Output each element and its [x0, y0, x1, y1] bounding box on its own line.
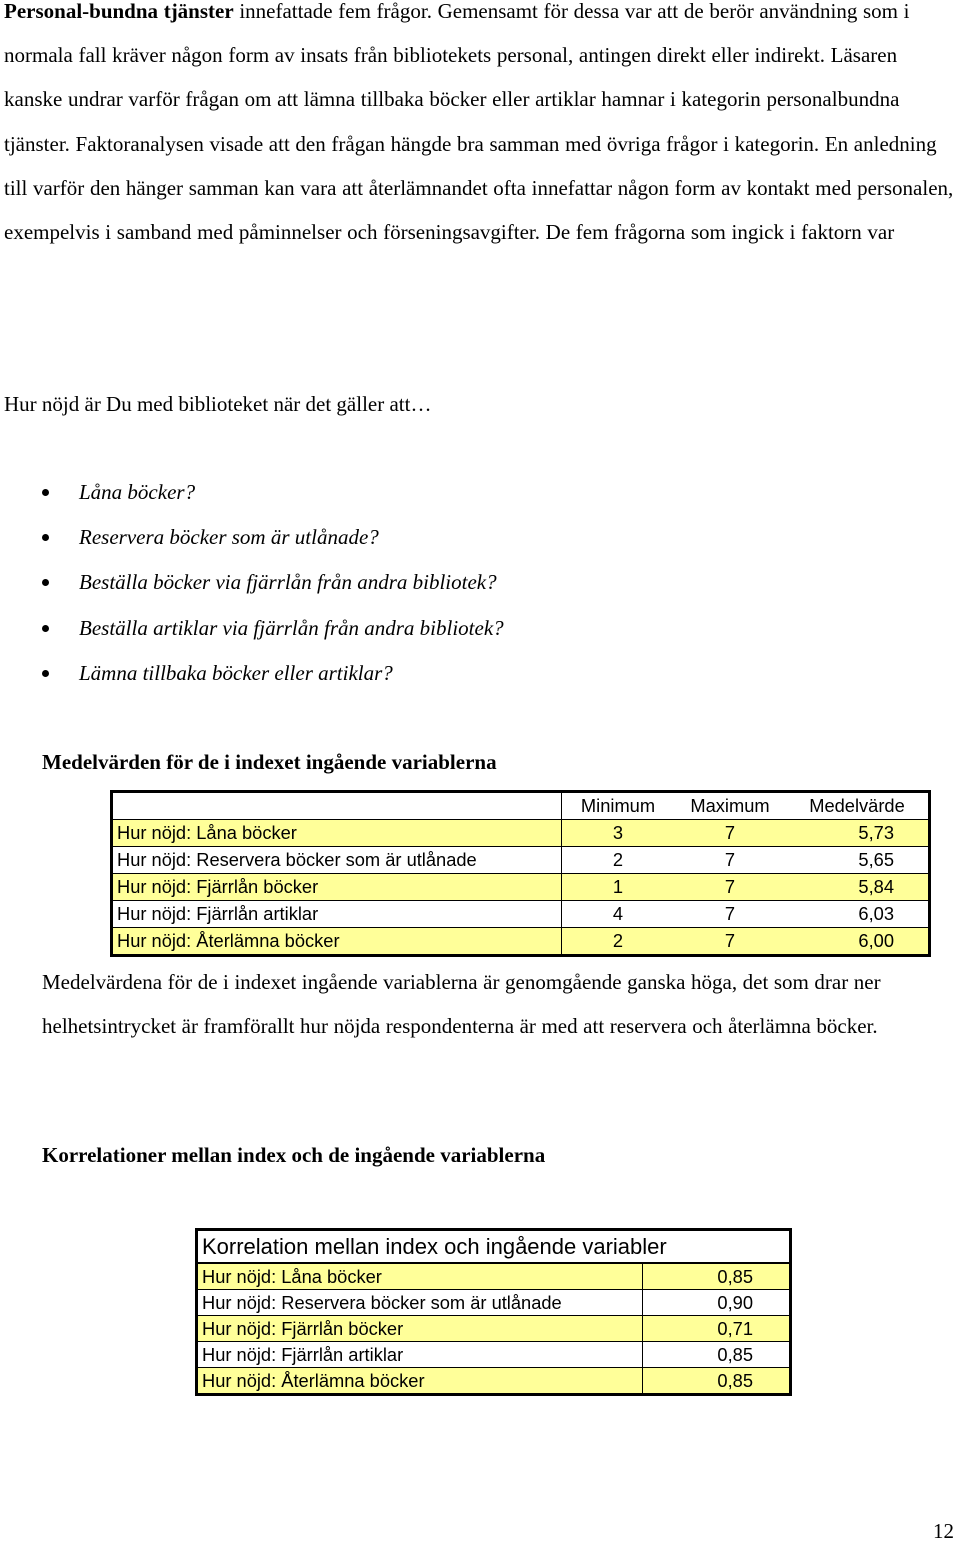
header-mean: Medelvärde — [809, 795, 905, 816]
list-item — [0, 606, 504, 651]
row-value: 0,90 — [643, 1290, 791, 1316]
table-row — [197, 1342, 791, 1368]
table-row — [112, 847, 930, 874]
means-table — [110, 790, 931, 957]
means-commentary: Medelvärdena för de i indexet ingående variablerna är genomgående ganska höga, det som drar ner helhetsintrycket är framförallt hur nöjda respondenterna är med att reservera och återlämna böcker. — [42, 970, 881, 1038]
bullet-icon — [42, 489, 49, 496]
table-row — [112, 901, 930, 928]
list-item — [0, 470, 504, 515]
row-mean: 5,73 — [786, 820, 930, 847]
list-item-text: Beställa böcker via fjärrlån från andra bibliotek? — [79, 570, 497, 595]
list-item-text: Låna böcker? — [79, 480, 196, 504]
row-label: Hur nöjd: Återlämna böcker — [112, 928, 562, 956]
row-mean: 6,00 — [786, 928, 930, 956]
row-label: Hur nöjd: Reservera böcker som är utlånade — [112, 847, 562, 874]
header-minimum: Minimum — [580, 795, 656, 816]
row-value: 0,71 — [643, 1316, 791, 1342]
question-list — [0, 470, 504, 696]
list-item-text: Reservera böcker som är utlånade? — [79, 525, 379, 550]
row-value: 0,85 — [643, 1342, 791, 1368]
row-min: 2 — [562, 847, 675, 874]
row-max: 7 — [674, 820, 786, 847]
header-maximum: Maximum — [690, 795, 770, 816]
row-mean: 5,65 — [786, 847, 930, 874]
row-max: 7 — [674, 901, 786, 928]
correlation-title: Korrelation mellan index och ingående variabler — [197, 1230, 791, 1264]
row-min: 3 — [562, 820, 675, 847]
row-min: 2 — [562, 928, 675, 956]
list-item — [0, 651, 504, 696]
correlation-table — [195, 1228, 792, 1396]
row-label: Hur nöjd: Återlämna böcker — [197, 1368, 643, 1395]
list-item — [0, 515, 504, 560]
bullet-icon — [42, 534, 49, 541]
row-label: Hur nöjd: Fjärrlån böcker — [112, 874, 562, 901]
bullet-icon — [42, 579, 49, 586]
intro-text: innefattade fem frågor. Gemensamt för dessa var att de berör användning som i normala fall kräver någon form av insats från bibliotekets personal, antingen direkt eller indirekt. Läsaren kanske undrar varför frågan om att lämna tillbaka böcker eller artiklar hamnar i kategorin personalbundna tjänster. Faktoranalysen visade att den frågan hängde bra samman med övriga frågor i kategorin. En anledning till varför den hänger samman kan vara att återlämnandet ofta innefattar någon form av kontakt med personalen, exempelvis i samband med påminnelser och förseningsavgifter. De fem frågorna som ingick i faktorn var — [4, 0, 954, 245]
table-header-row — [112, 792, 930, 820]
list-item-text: Beställa artiklar via fjärrlån från andra bibliotek? — [79, 615, 504, 640]
table-header-blank — [112, 792, 562, 820]
page-number: 12 — [933, 1519, 954, 1543]
list-item — [0, 560, 504, 605]
question-text: Hur nöjd är Du med biblioteket när det gäller att… — [4, 392, 432, 416]
table-row — [112, 928, 930, 956]
table-row — [112, 874, 930, 901]
section-heading-correlations: Korrelationer mellan index och de ingående variablerna — [42, 1143, 546, 1167]
row-label: Hur nöjd: Fjärrlån artiklar — [197, 1342, 643, 1368]
row-label: Hur nöjd: Fjärrlån artiklar — [112, 901, 562, 928]
row-label: Hur nöjd: Låna böcker — [197, 1263, 643, 1290]
row-value: 0,85 — [643, 1368, 791, 1395]
table-row — [197, 1290, 791, 1316]
row-min: 1 — [562, 874, 675, 901]
row-mean: 5,84 — [786, 874, 930, 901]
row-label: Hur nöjd: Fjärrlån böcker — [197, 1316, 643, 1342]
row-max: 7 — [674, 874, 786, 901]
row-mean: 6,03 — [786, 901, 930, 928]
bullet-icon — [42, 625, 49, 632]
table-row — [112, 820, 930, 847]
intro-paragraph — [4, 0, 954, 254]
row-value: 0,85 — [643, 1263, 791, 1290]
row-label: Hur nöjd: Reservera böcker som är utlånade — [197, 1290, 643, 1316]
row-max: 7 — [674, 928, 786, 956]
row-label: Hur nöjd: Låna böcker — [112, 820, 562, 847]
table-row — [197, 1263, 791, 1290]
section-heading-means: Medelvärden för de i indexet ingående variablerna — [42, 750, 497, 774]
intro-bold-lead: Personal-bundna tjänster — [4, 0, 234, 23]
row-min: 4 — [562, 901, 675, 928]
list-item-text: Lämna tillbaka böcker eller artiklar? — [79, 660, 393, 685]
row-max: 7 — [674, 847, 786, 874]
table-row — [197, 1316, 791, 1342]
bullet-icon — [42, 670, 49, 677]
correlation-title-row — [197, 1230, 791, 1264]
table-row — [197, 1368, 791, 1395]
